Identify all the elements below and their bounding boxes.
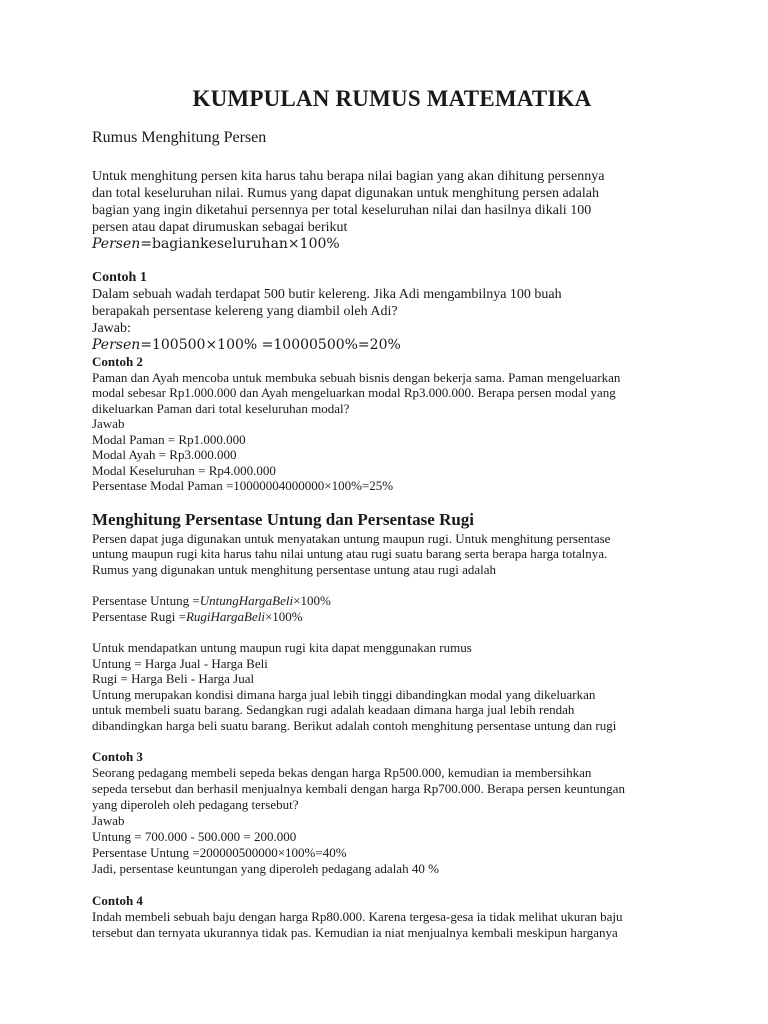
example-line: Seorang pedagang membeli sepeda bekas dengan harga Rp500.000, kemudian ia membersihkan (92, 765, 592, 780)
formula-untung (92, 593, 692, 609)
spacer (92, 624, 692, 640)
example-line: Jawab (92, 416, 125, 431)
intro-line: dan total keseluruhan nilai. Rumus yang dapat digunakan untuk menghitung persen adalah (92, 186, 599, 201)
document-title: KUMPULAN RUMUS MATEMATIKA (192, 86, 592, 111)
example-line: Modal Keseluruhan = Rp4.000.000 (92, 462, 276, 478)
example-line: Jadi, persentase keuntungan yang diperoleh pedagang adalah 40 % (92, 861, 439, 876)
example-line: Persentase Modal Paman =10000004000000×100%=25% (92, 478, 394, 493)
example-line: Paman dan Ayah mencoba untuk membuka sebuah bisnis dengan bekerja sama. Paman mengeluarkan (92, 369, 621, 385)
example-line: Jawab (92, 813, 125, 828)
section-persen (92, 129, 692, 354)
body-line: Untung = Harga Jual - Harga Beli (92, 655, 268, 671)
formula-variable: Persen (92, 236, 141, 252)
example-line: Untung = 700.000 - 500.000 = 200.000 (92, 829, 297, 844)
example-line: Jawab: (92, 321, 131, 336)
body-line: Untuk mendapatkan untung maupun rugi kita dapat menggunakan rumus (92, 640, 472, 655)
section-heading-untung-rugi: Menghitung Persentase Untung dan Persentase Rugi (92, 509, 475, 529)
example-title: Contoh 1 (92, 270, 147, 285)
formula-tail: ×100% (293, 593, 331, 608)
example-line: Persentase Untung =200000500000×100%=40% (92, 845, 347, 860)
example-line: berapakah persentase kelereng yang diambil oleh Adi? (92, 304, 398, 319)
section-contoh-2 (92, 354, 692, 494)
body-line: untuk membeli suatu barang. Sedangkan rugi adalah keadaan dimana harga jual lebih rendah (92, 702, 575, 717)
example-title: Contoh 4 (92, 893, 143, 908)
intro-line: Rumus yang digunakan untuk menghitung persentase untung atau rugi adalah (92, 561, 496, 577)
example-line: modal sebesar Rp1.000.000 dan Ayah mengeluarkan modal Rp3.000.000. Berapa persen modal yang (92, 385, 616, 400)
section-contoh-4 (92, 893, 692, 941)
body-line: dibandingkan harga beli suatu barang. Berikut adalah contoh menghitung persentase untung dan rugi (92, 717, 617, 733)
formula-contoh-1 (92, 337, 692, 354)
example-line: Dalam sebuah wadah terdapat 500 butir kelereng. Jika Adi mengambilnya 100 buah (92, 287, 562, 302)
spacer (92, 253, 692, 269)
example-line: Indah membeli sebuah baju dengan harga Rp80.000. Karena tergesa-gesa ia tidak melihat ukuran baju (92, 909, 623, 924)
body-line: Untung merupakan kondisi dimana harga jual lebih tinggi dibandingkan modal yang dikeluarkan (92, 686, 596, 702)
example-line: tersebut dan ternyata ukurannya tidak pas. Kemudian ia niat menjualnya kembali meskipun harganya (92, 925, 618, 940)
formula-label: Persentase Rugi = (92, 608, 186, 624)
formula-variable: Persen (92, 337, 141, 353)
formula-label: Persentase Untung = (92, 593, 200, 608)
intro-line: Persen dapat juga digunakan untuk menyatakan untung maupun rugi. Untuk menghitung persentase (92, 530, 611, 546)
section-contoh-3 (92, 749, 692, 877)
spacer (92, 877, 692, 893)
example-line: yang diperoleh oleh pedagang tersebut? (92, 797, 299, 812)
intro-line: bagian yang ingin diketahui persennya per total keseluruhan nilai dan hasilnya dikali 100 (92, 203, 592, 218)
intro-line: Untuk menghitung persen kita harus tahu berapa nilai bagian yang akan dihitung persennya (92, 169, 605, 184)
section-untung-rugi (92, 510, 692, 734)
formula-fraction: UntungHargaBeli (199, 593, 294, 608)
formula-expression: =bagiankeseluruhan×100% (140, 236, 340, 252)
example-line: Modal Ayah = Rp3.000.000 (92, 447, 237, 462)
example-title: Contoh 3 (92, 749, 143, 764)
section-heading-persen: Rumus Menghitung Persen (92, 129, 267, 146)
document-content (92, 86, 692, 941)
spacer (92, 577, 692, 593)
example-line: dikeluarkan Paman dari total keseluruhan modal? (92, 400, 350, 416)
formula-rugi (92, 609, 692, 625)
body-line: Rugi = Harga Beli - Harga Jual (92, 671, 255, 686)
formula-tail: ×100% (264, 608, 303, 624)
formula-expression: =100500×100% =10000500%=20% (140, 337, 401, 353)
intro-line: untung maupun rugi kita harus tahu nilai untung atau rugi suatu barang serta berapa harga totalnya. (92, 546, 608, 561)
intro-line: persen atau dapat dirumuskan sebagai berikut (92, 220, 348, 235)
formula-fraction: RugiHargaBeli (185, 608, 265, 624)
example-line: sepeda tersebut dan berhasil menjualnya kembali dengan harga Rp700.000. Berapa persen keuntungan (92, 781, 625, 796)
spacer (92, 494, 692, 510)
example-title: Contoh 2 (92, 354, 143, 369)
example-line: Modal Paman = Rp1.000.000 (92, 431, 246, 447)
formula-persen (92, 236, 692, 253)
spacer (92, 733, 692, 749)
